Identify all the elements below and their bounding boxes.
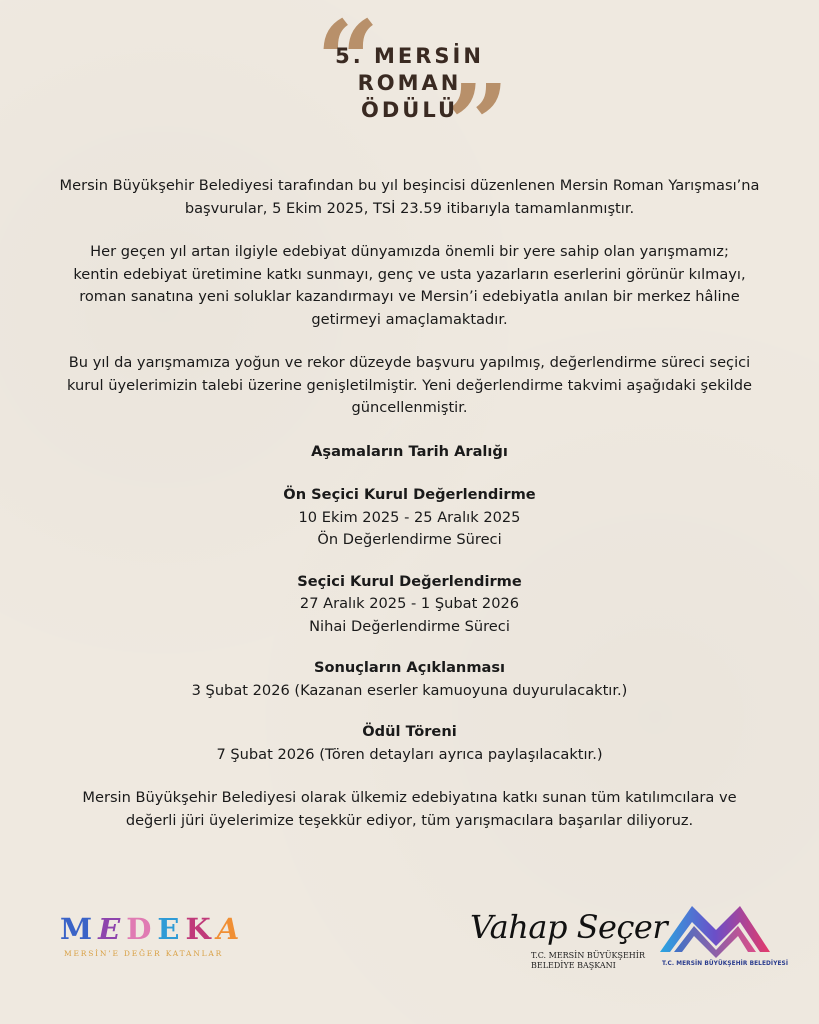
- stage-title: Seçici Kurul Değerlendirme: [297, 572, 522, 590]
- municipality-name: T.C. MERSİN BÜYÜKŞEHİR BELEDİYESİ: [662, 961, 789, 967]
- mayor-title: T.C. MERSİN BÜYÜKŞEHİR BELEDİYE BAŞKANI: [531, 951, 645, 970]
- stage-dates: 7 Şubat 2026 (Tören detayları ayrıca paylaşılacaktır.): [216, 745, 603, 763]
- paragraph-3: [30, 352, 789, 420]
- stage-description: Nihai Değerlendirme Süreci: [309, 617, 510, 635]
- mayor-signature: Vahap Seçer: [470, 908, 668, 946]
- paragraph-2: [30, 241, 789, 331]
- text-line: Her geçen yıl artan ilgiyle edebiyat dünyamızda önemli bir yere sahip olan yarışmamız;: [90, 243, 729, 260]
- stage-title: Sonuçların Açıklanması: [313, 659, 506, 676]
- stage-2: [30, 571, 789, 639]
- text-line: Mersin Büyükşehir Belediyesi olarak ülkemiz edebiyatına katkı sunan tüm katılımcılara ve: [82, 789, 737, 806]
- stage-4: [30, 721, 789, 766]
- text-line: değerli jüri üyelerimize teşekkür ediyor, tüm yarışmacılara başarılar diliyoruz.: [125, 811, 694, 829]
- title-line-1: 5. MERSİN: [335, 44, 484, 68]
- stage-dates: 10 Ekim 2025 - 25 Aralık 2025: [298, 508, 521, 526]
- schedule-heading: Aşamaların Tarih Aralığı: [311, 442, 508, 460]
- medeka-tagline: MERSİN’E DEĞER KATANLAR: [64, 949, 224, 958]
- title-line-3: ÖDÜLÜ: [360, 98, 459, 122]
- announcement-body: [30, 175, 789, 832]
- text-line: getirmeyi amaçlamaktadır.: [311, 310, 508, 328]
- closing-paragraph: [30, 787, 789, 832]
- stage-title: Ödül Töreni: [362, 723, 457, 740]
- medeka-logo: MEDEKA: [60, 912, 246, 946]
- footer: [0, 900, 819, 1024]
- text-line: kentin edebiyat üretimine katkı sunmayı, genç ve usta yazarların eserlerini görünür kılmayı,: [73, 265, 746, 283]
- stage-dates: 27 Aralık 2025 - 1 Şubat 2026: [299, 595, 520, 612]
- stage-3: [30, 657, 789, 702]
- stage-description: Ön Değerlendirme Süreci: [317, 531, 502, 548]
- stage-dates: 3 Şubat 2026 (Kazanan eserler kamuoyuna duyurulacaktır.): [191, 681, 628, 699]
- close-quote-icon: ”: [446, 60, 510, 189]
- open-quote-icon: “: [316, 0, 380, 125]
- text-line: roman sanatına yeni soluklar kazandırmayı ve Mersin’i edebiyatla anılan bir merkez hâline: [79, 288, 740, 305]
- text-line: güncellenmiştir.: [351, 399, 468, 416]
- stage-1: [30, 484, 789, 552]
- paragraph-1: [30, 175, 789, 220]
- text-line: başvurular, 5 Ekim 2025, TSİ 23.59 itibarıyla tamamlanmıştır.: [184, 199, 635, 217]
- text-line: Bu yıl da yarışmamıza yoğun ve rekor düzeyde başvuru yapılmış, değerlendirme süreci seçici: [68, 354, 751, 371]
- text-line: Mersin Büyükşehir Belediyesi tarafından bu yıl beşincisi düzenlenen Mersin Roman Yarışması’na: [59, 177, 760, 194]
- title-line-2: ROMAN: [357, 71, 462, 95]
- municipality-logo-icon: [656, 900, 774, 960]
- text-line: kurul üyelerimizin talebi üzerine genişletilmiştir. Yeni değerlendirme takvimi aşağıdaki şekilde: [67, 376, 752, 394]
- stage-title: Ön Seçici Kurul Değerlendirme: [283, 486, 536, 503]
